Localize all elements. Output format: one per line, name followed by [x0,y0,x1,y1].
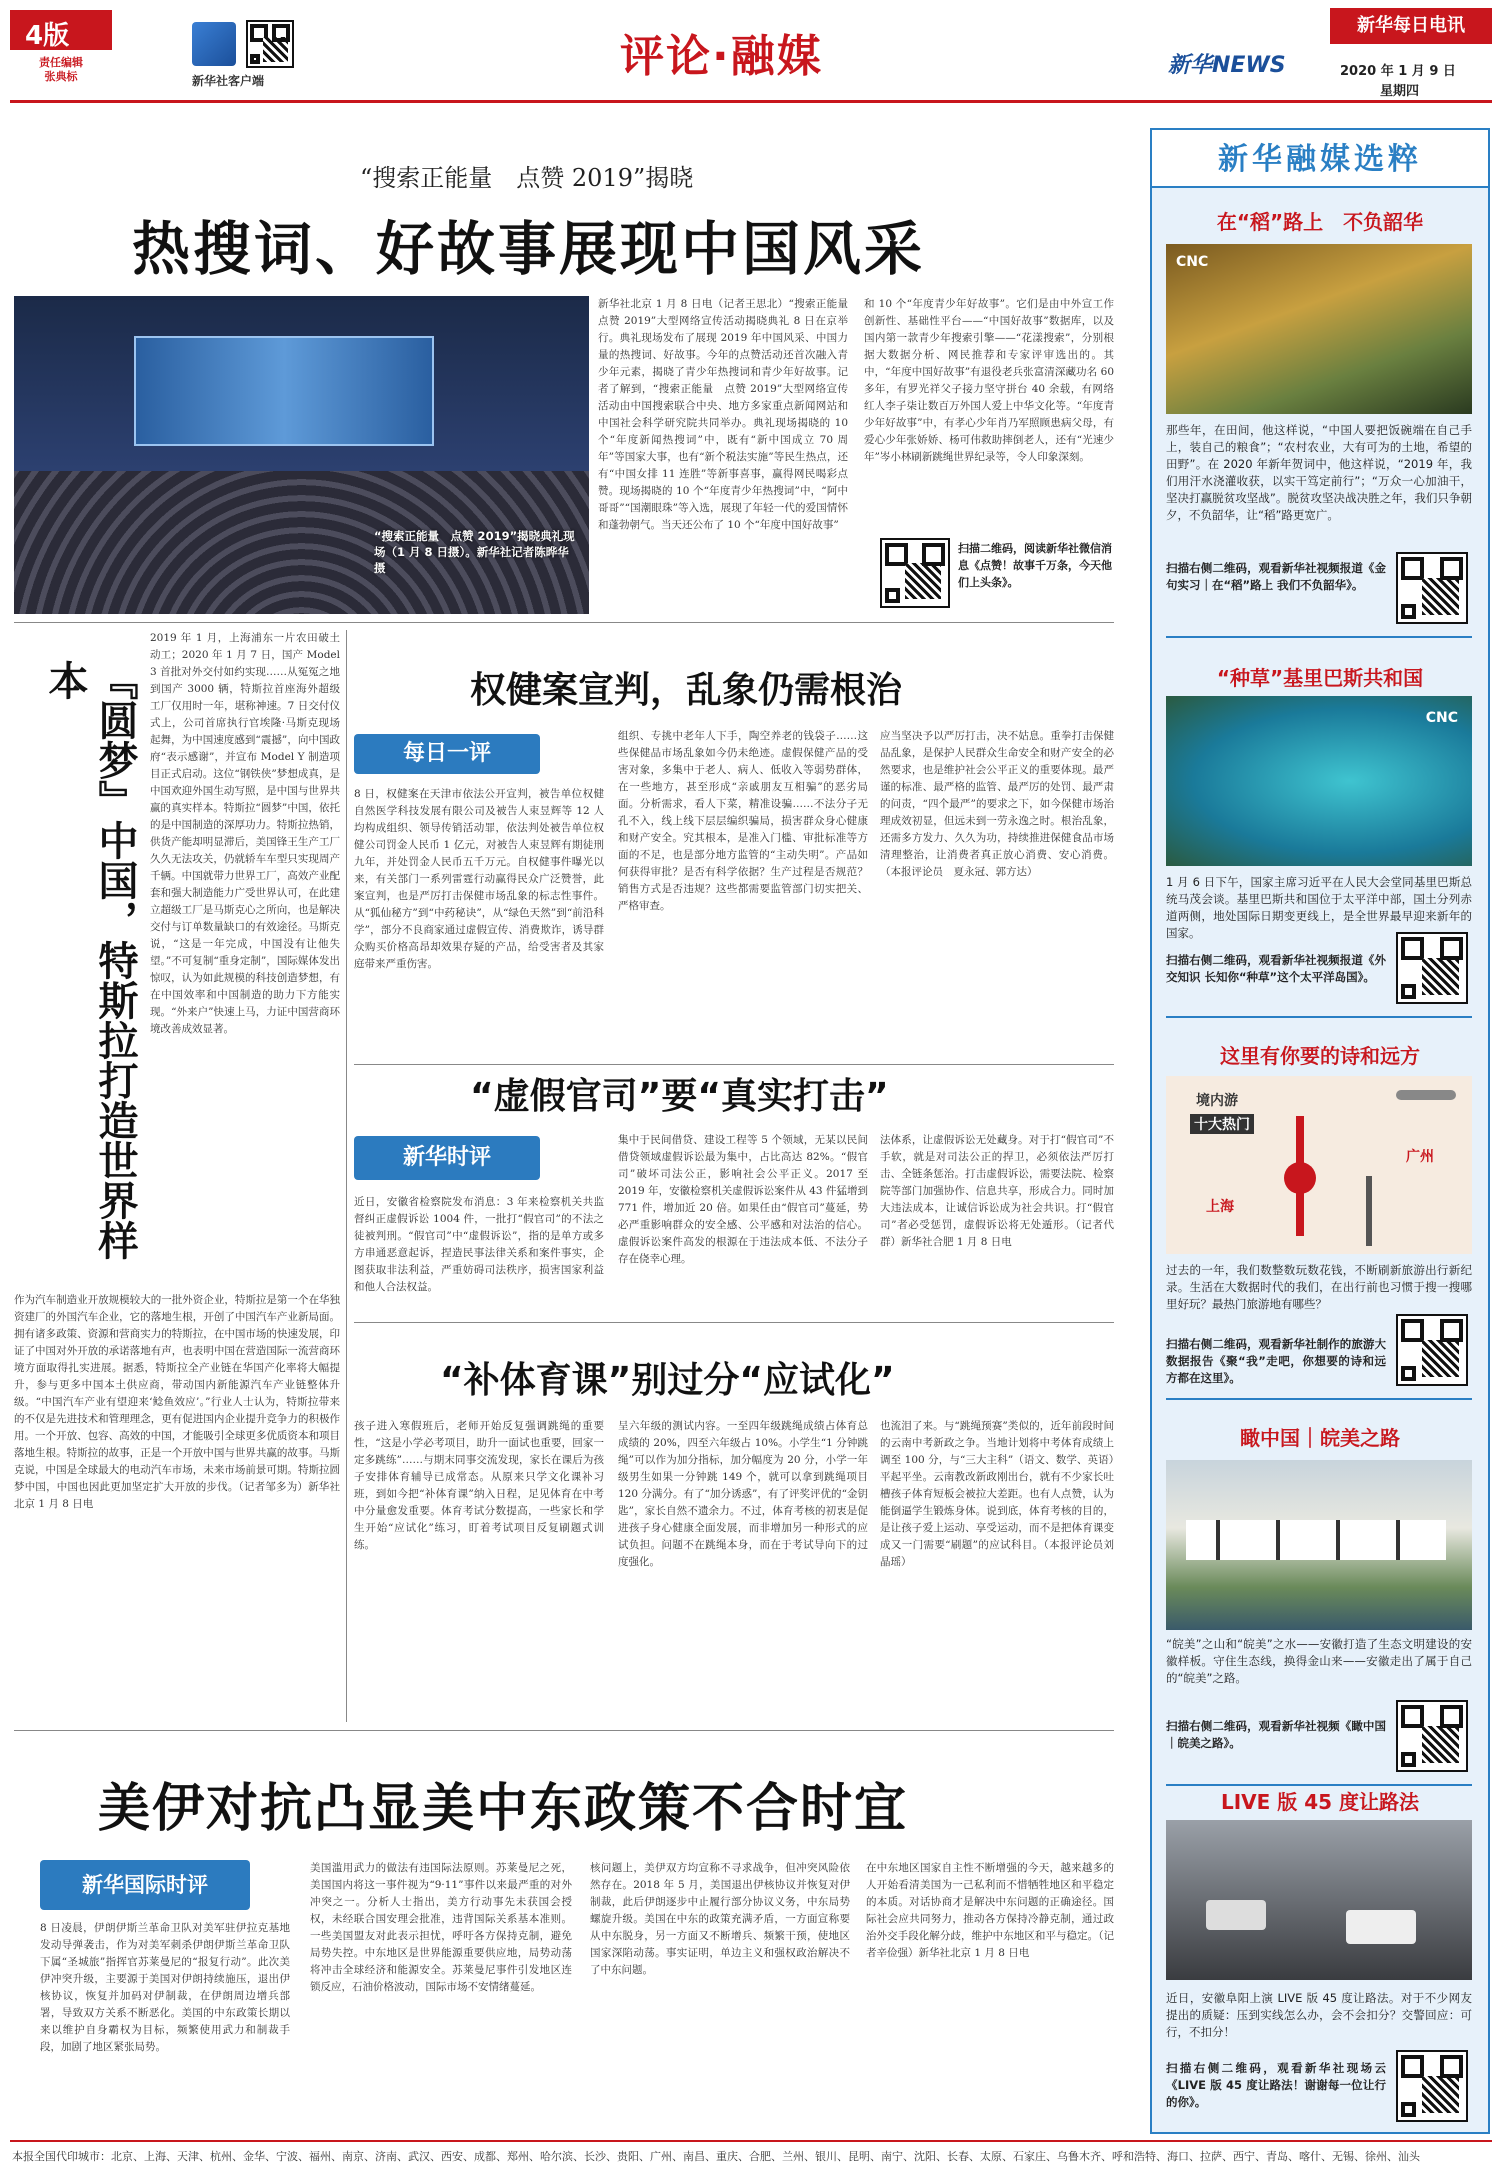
guansi-column-2: 集中于民间借贷、建设工程等 5 个领域，无某以民间借贷领域虚假诉讼最为集中，占比高达 82%。“假官司”破坏司法公正，影响社会公平正义。2017 至 2019 年，安徽检察机关虚假诉讼案件从 43 件猛增到 771 件，增加近 20 倍。如果任由“假官司”蔓延，势必严重影响群众的安全感、公平感和对法治的信心。虚假诉讼案件高发的根源在于违法成本低、不法分子存在侥幸心理。 [618,1134,868,1265]
meiyi-column-4: 在中东地区国家自主性不断增强的今天，越来越多的人开始看清美国为一己私利而不惜牺牲地区和平稳定的本质。对话协商才是解决中东问题的正确途径。国际社会应共同努力，推动各方保持冷静克制，通过政治外交手段化解分歧，维护中东地区和平与稳定。（记者辛俭强）新华社北京 1 月 8 日电 [866,1862,1114,1959]
paper-name: 新华每日电讯 [1357,15,1465,36]
sidebar-item-2-qr-text: 扫描右侧二维码，观看新华社制作的旅游大数据报告《聚“我”走吧，你想要的诗和远方都在这里》。 [1166,1337,1386,1385]
tesla-column-top: 2019 年 1 月，上海浦东一片农田破土动工；2020 年 1 月 7 日，国产 Model 3 首批对外交付如约实现……从冤冤之地到国产 3000 辆，特斯拉首座海外超级工厂仅用时一年，堪称神速。7 日交付仪式上，公司首席执行官埃隆·马斯克现场起舞，为中国速度感到“震撼”，向中国政府“表示感谢”，并宣布 Model Y 制造项目正式启动。这位“钢铁侠”梦想成真，是中国欢迎外国生动写照，是中国与世界共赢的真实样本。特斯拉“圆梦”中国，依托的是中国制造的深厚功力。特斯拉热销，供货产能却明显滞后，美国锋王生产工厂久久无法攻关，仍就轿车车型只实现周产千辆。中国就带力世界工厂，高效产业配套和强大制造能力广受世界认可，在此建立超级工厂是马斯克心之所向，也是解决交付与订单数量缺口的有效途径。马斯克说，“这是一年完成，中国没有让他失望。”不可复制“重身定制”，国际媒体发出惊叹，认为如此规模的科技创造梦想，有在中国效率和中国制造的助力下方能实现。“外来户”快速上马，力证中国营商环境改善成效显著。 [150,632,340,1035]
sidebar-item-3-title: 瞰中国｜皖美之路 [1240,1426,1400,1450]
tower-ball-icon [1284,1162,1316,1194]
sidebar-item-2-graphic-sub: 十大热门 [1190,1114,1254,1134]
sidebar-item-2-graphic-title: 境内游 [1196,1093,1238,1109]
sidebar-item-0-qr-text: 扫描右侧二维码，观看新华社视频报道《金句实习｜在“稻”路上 我们不负韶华》。 [1166,561,1386,592]
sidebar-item-3-qr-code[interactable] [1396,1700,1468,1772]
meiyi-headline: 美伊对抗凸显美中东政策不合时宜 [98,1779,909,1839]
section-title: 评论·融媒 [620,31,823,82]
sidebar-item-2-title: 这里有你要的诗和远方 [1220,1044,1420,1068]
sidebar-item-0-qr-code[interactable] [1396,552,1468,624]
buti-column-2: 呈六年级的测试内容。一至四年级跳绳成绩占体育总成绩的 20%，四至六年级占 10%。小学生“1 分钟跳绳”可以作为加分指标，加分幅度为 20 分，小学一年级男生如果一分钟跳 149 个，就可以拿到跳绳项目 120 分满分。有了“加分诱惑”，有了评奖评优的“金钥匙”，家长自然不遗余力。不过，体育考核的初衷是促进孩子身心健康全面发展，而非增加另一种形式的应试负担。问题不在跳绳本身，而在于考试导向下的过度强化。 [618,1420,868,1568]
guansi-column-3: 法体系，让虚假诉讼无处藏身。对于打“假官司”不手软，就是对司法公正的捍卫，必须依法严厉打击、全链条惩治。打击虚假诉讼，需要法院、检察院等部门加强协作、信息共享，形成合力。同时加大违法成本，让诚信诉讼成为社会共识。打“假官司”者必受惩罚，虚假诉讼将无处遁形。（记者代群）新华社合肥 1 月 8 日电 [880,1134,1114,1248]
sidebar-header: 新华融媒选粹 [1150,128,1490,188]
buti-column-3: 也流泪了来。与“跳绳预赛”类似的，近年前段时间的云南中考新政之争。当地计划将中考体育成绩上调至 100 分，与“三大主科”（语文、数学、英语）平起平坐。云南教改新政刚出台，就有不少家长吐槽孩子体育短板会被拉大差距。也有人点赞，认为能倒逼学生锻炼身体。说到底，体育考核的目的，是让孩子爱上运动、享受运动，而不是把体育课变成又一门需要“刷题”的应试科目。（本报评论员刘晶瑶） [880,1420,1114,1568]
buti-column-1: 孩子进入寒假班后，老师开始反复强调跳绳的重要性，“这是小学必考项目，助升一面试也重要，回家一定多跳练”……与期末同事交流发现，家长在课后为孩子安排体育辅导已成常态。从原来只学文化课补习班，到如今把“补体育课”纳入日程，足见体育在中考中分量愈发重要。体育考试分数提高，一些家长和学生开始“应试化”练习，盯着考试项目反复刷题式训练。 [354,1420,604,1551]
sidebar-item-0-text: 那些年，在田间，他这样说，“中国人要把饭碗端在自己手上，装自己的粮食”；“农村农业，大有可为的土地，希望的田野”。在 2020 年新年贺词中，他这样说，“2019 年，我们用汗水浇灌收获，以实干笃定前行”；“万众一心加油干，坚决打赢脱贫攻坚战”。脱贫攻坚决战决胜之年，我们只争朝夕，不负韶华，让“稻”路更宽广。 [1166,423,1472,522]
tesla-headline: 『圆梦』中国，特斯拉打造世界样本 [42,660,138,1260]
sidebar-item-1-title: “种草”基里巴斯共和国 [1216,666,1424,690]
sidebar-item-0-photo [1166,244,1472,414]
sidebar-divider-0 [1166,636,1472,638]
footer-print-cities: 本报全国代印城市：北京、上海、天津、杭州、金华、宁波、福州、南京、济南、武汉、西安、成都、郑州、哈尔滨、长沙、贵阳、广州、南昌、重庆、合肥、兰州、银川、昆明、南宁、沈阳、长春、太原、石家庄、乌鲁木齐、呼和浩特、海口、拉萨、西宁、青岛、喀什、无锡、徐州、汕头 [12,2150,1420,2163]
sidebar-item-3-photo [1166,1460,1472,1630]
guansi-headline: “虚假官司”要“真实打击” [470,1076,889,1117]
sidebar-item-2-qr-code[interactable] [1396,1314,1468,1386]
meiyi-top-divider [14,1730,1114,1731]
page-number-box [10,10,112,50]
guansi-column-1: 近日，安徽省检察院发布消息：3 年来检察机关共监督纠正虚假诉讼 1004 件，一批打“假官司”的不法之徒被判刑。“假官司”中“虚假诉讼”，指的是单方或多方串通恶意起诉，捏造民事法律关系和案件事实，企图获取非法利益，严重妨碍司法秩序，损害国家利益和他人合法权益。 [354,1196,604,1293]
lead-qr-code[interactable] [880,538,950,608]
quanjian-column-3: 应当坚决予以严厉打击，决不姑息。重拳打击保健品乱象，是保护人民群众生命安全和财产安全的必然要求，也是维护社会公平正义的重要体现。最严谨的标准、最严格的监管、最严厉的处罚、最严肃的问责，“四个最严”的要求之下，如今保健市场治理成效初显，但远未到一劳永逸之时。根治乱象，还需多方发力、久久为功，持续推进保健食品市场清理整治，让消费者真正放心消费、安心消费。（本报评论员 夏永冠、郭方达） [880,730,1114,878]
sidebar-item-0-title: 在“稻”路上 不负韶华 [1216,210,1424,234]
sidebar-item-4-qr-text: 扫描右侧二维码，观看新华社现场云《LIVE 版 45 度让路法！谢谢每一位让行的你》。 [1166,2061,1386,2109]
editor-label: 责任编辑 [39,56,83,69]
sidebar-item-1-photo [1166,696,1472,866]
lead-photo [14,296,589,614]
sidebar-item-4-photo [1166,1820,1472,1980]
header-rule [10,100,1492,103]
lead-column-1: 新华社北京 1 月 8 日电（记者王思北）“搜索正能量 点赞 2019”大型网络宣传活动揭晓典礼 8 日在京举行。典礼现场发布了展现 2019 年中国风采、中国力量的热搜词、好故事。今年的点赞活动还首次融入青少年元素，揭晓了青少年热搜词和青少年好故事。记者了解到，“搜索正能量 点赞 2019”大型网络宣传活动由中国搜索联合中央、地方多家重点新闻网站和中国社会科学研究院共同举办。典礼现场揭晓的 10 个“年度新闻热搜词”中，既有“新中国成立 70 周年”等国家大事，也有“新个税法实施”等民生热点，还有“中国女排 11 连胜”等新事喜事，赢得网民喝彩点赞。现场揭晓的 10 个“年度青少年热搜词”中，“阿中哥哥”“国潮眼珠”等入选，展现了年轻一代的爱国情怀和蓬勃朝气。当天还公布了 10 个“年度中国好故事” [598,298,859,531]
buti-headline: “补体育课”别过分“应试化” [440,1360,895,1401]
sidebar-item-1-qr-text: 扫描右侧二维码，观看新华社视频报道《外交知识 长知你“种草”这个太平洋岛国》。 [1166,953,1386,984]
paper-name-box [1330,8,1492,44]
quanjian-divider [354,1064,1114,1065]
sidebar-item-4-qr-code[interactable] [1396,2050,1468,2122]
xinhua-app-logo [192,22,236,66]
sidebar-item-2-city1: 上海 [1206,1199,1234,1215]
news-logo: 新华NEWS [1168,53,1286,78]
issue-date: 2020 年 1 月 9 日 [1340,64,1456,79]
sidebar-divider-1 [1166,1016,1472,1018]
guansi-badge: 新华时评 [354,1136,540,1180]
app-label: 新华社客户端 [192,74,265,88]
lead-divider [14,622,1114,623]
lead-column-2: 和 10 个“年度青少年好故事”。它们是由中外宣工作创新性、基础性平台——“中国好故事”数据库，以及国内第一款青少年搜索引擎——“花漾搜索”，分别根据大数据分析、网民推荐和专家评审选出的。其中，“年度中国好故事”有退役老兵张富清深藏功名 60 多年，有罗光祥父子接力坚守拼台 40 余载，有网络红人李子柒让数百万外国人爱上中华文化等。“年度青少年好故事”中，有孝心少年肖乃军照顾患病父母，有爱心少年张娇娇、杨可伟救助摔倒老人，还有“光速少年”岑小林刷新跳绳世界纪录等，令人印象深刻。 [864,298,1114,463]
issue-weekday: 星期四 [1380,84,1420,99]
sidebar-item-1-text: 1 月 6 日下午，国家主席习近平在人民大会堂同基里巴斯总统马茂会谈。基里巴斯共和国位于太平洋中部，国土分列赤道两侧，地处国际日期变更线上，是全世界最早迎来新年的国家。 [1166,875,1472,940]
sidebar-item-0-cnc: CNC [1176,254,1209,270]
lead-qr-text: 扫描二维码，阅读新华社微信消息《点赞！故事千万条，今天他们上头条》。 [958,542,1112,589]
quanjian-column-1: 8 日，权健案在天津市依法公开宣判，被告单位权健自然医学科技发展有限公司及被告人束昱辉等 12 人均构成组织、领导传销活动罪，依法判处被告单位权健公司罚金人民币 1 亿元，对被告人束昱辉有期徒刑九年，并处罚金人民币五千万元。自权健事件曝光以来，有关部门一系列雷霆行动赢得民众广泛赞誉，此案宣判，也是严厉打击保健市场乱象的标志性事件。从“狐仙秘方”到“中药秘诀”，从“绿色天然”到“前沿科学”，部分不良商家通过虚假宣传、消费欺诈，诱导群众购买价格高昂却效果存疑的产品，给受害者及其家庭带来严重伤害。 [354,788,604,970]
meiyi-badge: 新华国际时评 [40,1860,250,1910]
guansi-divider [354,1322,1114,1323]
quanjian-headline: 权健案宣判，乱象仍需根治 [470,670,903,711]
meiyi-column-1: 8 日凌晨，伊朗伊斯兰革命卫队对美军驻伊拉克基地发动导弹袭击，作为对美军刺杀伊朗伊斯兰革命卫队下属“圣城旅”指挥官苏莱曼尼的“报复行动”。此次美伊冲突升级，主要源于美国对伊朗持续施压，退出伊核协议，恢复并加码对伊制裁，在伊朗周边增兵部署，导致双方关系不断恶化。美国的中东政策长期以来以维护自身霸权为目标，频繁使用武力和制裁手段，加剧了地区紧张局势。 [40,1922,290,2053]
sidebar-item-3-qr-text: 扫描右侧二维码，观看新华社视频《瞰中国｜皖美之路》。 [1166,1719,1386,1750]
sidebar-item-1-cnc: CNC [1425,710,1458,726]
footer-rule [10,2140,1492,2142]
lead-headline: 热搜词、好故事展现中国风采 [132,215,926,283]
page-number: 4版 [25,21,70,51]
meiyi-column-3: 核问题上，美伊双方均宣称不寻求战争，但冲突风险依然存在。2018 年 5 月，美国退出伊核协议并恢复对伊制裁，此后伊朗逐步中止履行部分协议义务，中东局势螺旋升级。美国在中东的政策充满矛盾，一方面宣称要从中东脱身，另一方面又不断增兵、频繁干预，使地区国家深陷动荡。事实证明，单边主义和强权政治解决不了中东问题。 [590,1862,850,1976]
sidebar-item-1-qr-code[interactable] [1396,932,1468,1004]
sidebar-item-4-title: LIVE 版 45 度让路法 [1220,1790,1420,1814]
lead-kicker: “搜索正能量 点赞 2019”揭晓 [360,164,694,192]
sidebar-item-2-city2: 广州 [1406,1149,1434,1165]
tesla-vertical-rule [346,630,347,1722]
editor-name: 张典标 [44,70,78,83]
app-qr-code[interactable] [246,20,294,68]
sidebar-item-3-text: “皖美”之山和“皖美”之水——安徽打造了生态文明建设的安徽样板。守住生态线，换得金山来——安徽走出了属于自己的“皖美”之路。 [1166,1637,1472,1685]
sidebar-item-2-text: 过去的一年，我们数整数玩数花钱，不断刷新旅游出行新纪录。生活在大数据时代的我们，在出行前也习惯于搜一搜哪里好玩？最热门旅游地有哪些？ [1166,1263,1472,1311]
airplane-icon [1396,1090,1456,1100]
quanjian-badge: 每日一评 [354,734,540,774]
lead-photo-caption: “搜索正能量 点赞 2019”揭晓典礼现场（1 月 8 日摄）。新华社记者陈晔华摄 [374,529,575,575]
meiyi-column-2: 美国滥用武力的做法有违国际法原则。苏莱曼尼之死，美国国内将这一事件视为“9·11”事件以来最严重的对外冲突之一。分析人士指出，美方行动事先未获国会授权，未经联合国安理会批准，违背国际关系基本准则。一些美国盟友对此表示担忧，呼吁各方保持克制，避免局势失控。中东地区是世界能源重要供应地，局势动荡将冲击全球经济和能源安全。苏莱曼尼事件引发地区连锁反应，石油价格波动，国际市场不安情绪蔓延。 [310,1862,572,1993]
sidebar-divider-2 [1166,1398,1472,1400]
tesla-column-bottom: 作为汽车制造业开放规模较大的一批外资企业，特斯拉是第一个在华独资建厂的外国汽车企业，它的落地生根，开创了中国汽车产业新局面。拥有诸多政策、资源和营商实力的特斯拉，在中国市场的快速发展，印证了中国对外开放的承诺落地有声，也表明中国在营造国际一流营商环境方面取得扎实进展。据悉，特斯拉全产业链在华国产化率将大幅提升，参与更多中国本土供应商，带动国内新能源汽车产业链整体升级。“中国汽车产业有望迎来‘鲶鱼效应’。”行业人士认为，特斯拉带来的不仅是先进技术和管理理念，更有促进国内企业提升竞争力的积极作用。一个开放、包容、高效的中国，才能吸引全球更多优质资本和项目落地生根。特斯拉的故事，正是一个开放中国与世界共赢的故事。马斯克说，中国是全球最大的电动汽车市场，未来市场前景可期。特斯拉圆梦中国，中国也因此更加坚定扩大开放的步伐。（记者邹多为）新华社北京 1 月 8 日电 [14,1294,340,1510]
canton-tower-icon [1366,1176,1372,1246]
sidebar-item-2-graphic [1166,1076,1472,1254]
quanjian-column-2: 组织、专挑中老年人下手，陶空养老的钱袋子……这些保健品市场乱象如今仍未绝迹。虚假保健产品的受害对象，多集中于老人、病人、低收入等弱势群体，在一些地方，甚至形成“亲戚朋友互相骗”的恶劣局面。分析需求，看人下菜，精准设骗……不法分子无孔不入，线上线下层层编织骗局，损害群众身心健康和财产安全。究其根本，是准入门槛、审批标准等方面的不足，也是部分地方监管的“主动失明”。产品如何获得审批？是否有科学依据？生产过程是否规范？销售方式是否违规？这些都需要监管部门切实把关、严格审查。 [618,730,868,912]
sidebar-item-4-text: 近日，安徽阜阳上演 LIVE 版 45 度让路法。对于不少网友提出的质疑：压到实线怎么办，会不会扣分？交警回应：可行，不扣分！ [1166,1991,1472,2039]
